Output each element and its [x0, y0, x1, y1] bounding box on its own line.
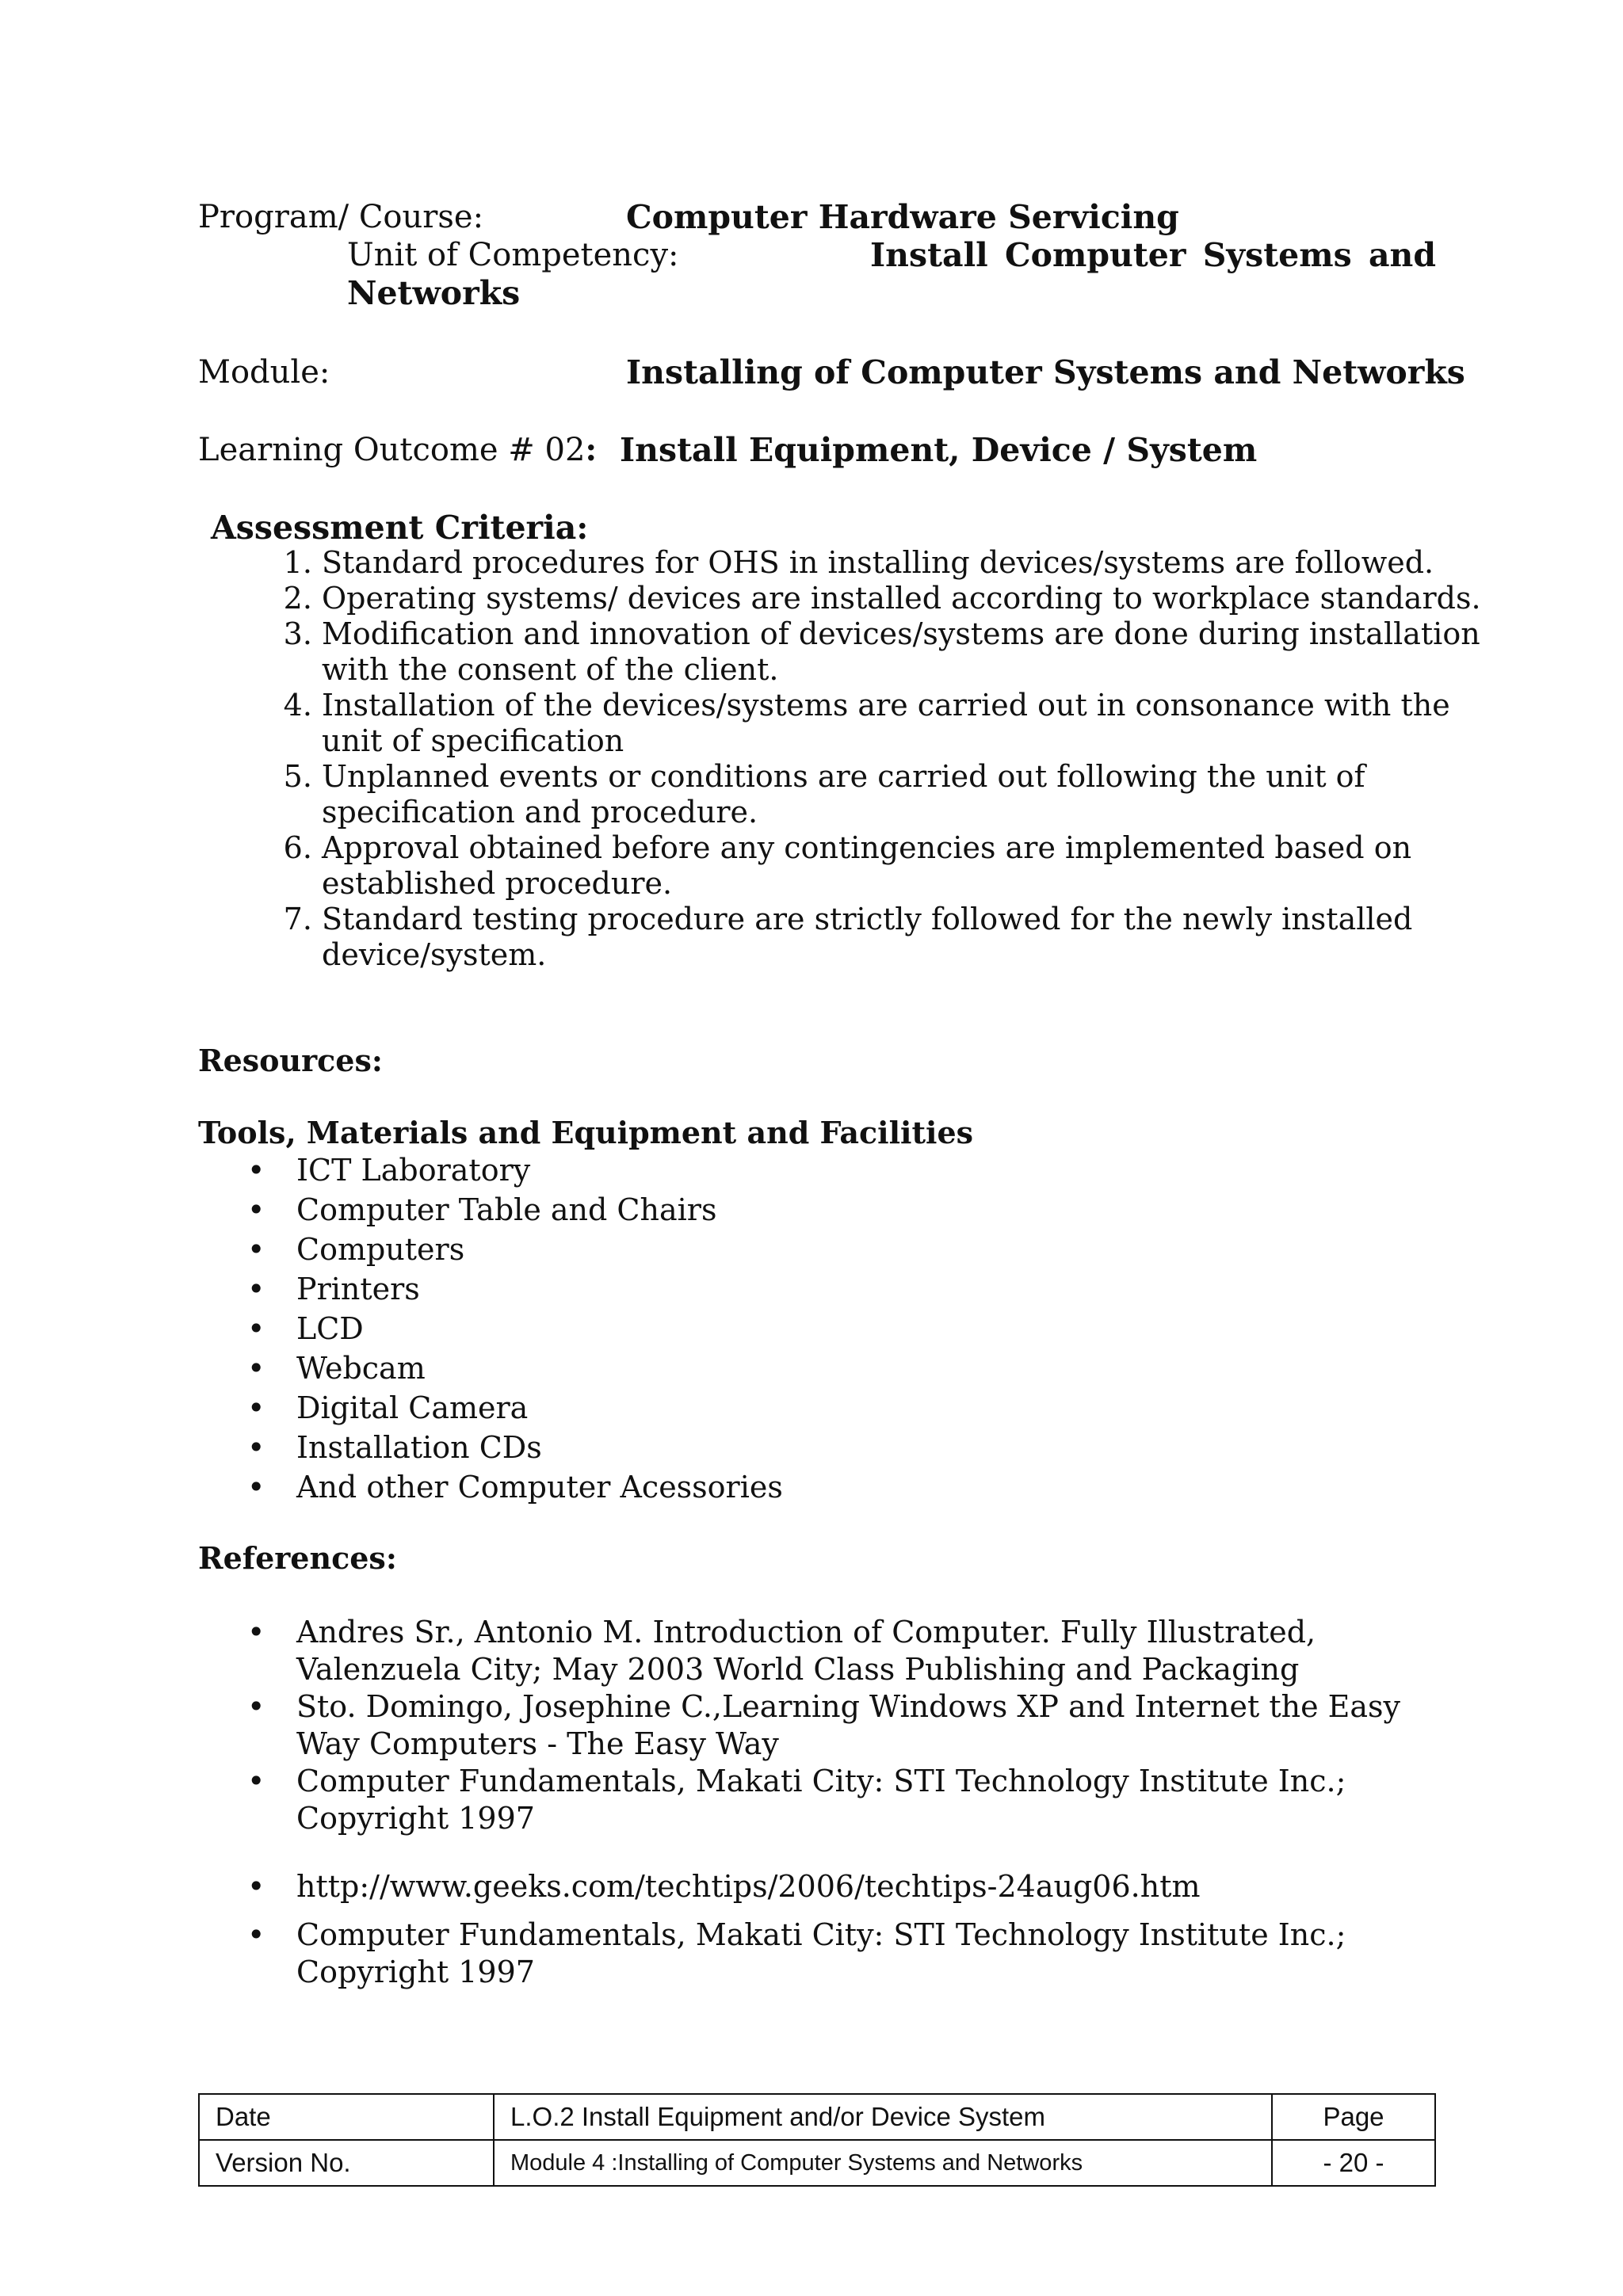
reference-item: • Computer Fundamentals, Makati City: STI Technology Institute Inc.; Copyright 1997 [198, 1763, 1450, 1837]
learning-outcome-colon: : [585, 431, 598, 468]
reference-item: • Computer Fundamentals, Makati City: STI Technology Institute Inc.; Copyright 1997 [198, 1917, 1450, 1991]
references-list-2 [198, 1868, 1450, 1991]
criteria-item: 2. Operating systems/ devices are installed according to workplace standards. [322, 581, 1510, 616]
resource-item: • Computers [198, 1230, 1466, 1269]
learning-outcome-value: Install Equipment, Device / System [620, 431, 1258, 469]
footer-date-label: Date [199, 2094, 494, 2140]
resource-item: • Digital Camera [198, 1388, 1466, 1428]
resources-title: Resources: [198, 1043, 383, 1078]
program-value: Computer Hardware Servicing [626, 198, 1179, 236]
resource-item: • And other Computer Acessories [198, 1467, 1466, 1507]
module-label: Module: [198, 354, 330, 391]
footer-table [198, 2093, 1436, 2187]
criteria-item: 5. Unplanned events or conditions are carried out following the unit of specification and procedure. [322, 759, 1510, 830]
footer-page-number: - 20 - [1272, 2140, 1435, 2186]
references-list-1 [198, 1614, 1450, 1837]
program-label: Program/ Course: [198, 199, 484, 235]
resource-item: • Computer Table and Chairs [198, 1190, 1466, 1230]
criteria-item: 7. Standard testing procedure are strictly followed for the newly installed device/system. [322, 902, 1510, 973]
assessment-criteria-title: Assessment Criteria: [211, 509, 589, 547]
reference-item: • Andres Sr., Antonio M. Introduction of Computer. Fully Illustrated, Valenzuela City; May 2003 World Class Publishing and Packaging [198, 1614, 1450, 1688]
resources-list [198, 1150, 1466, 1507]
unit-label: Unit of Competency: [347, 237, 679, 273]
learning-outcome-line [198, 431, 597, 469]
assessment-criteria-list [262, 545, 1510, 973]
resource-item: • ICT Laboratory [198, 1150, 1466, 1190]
footer-page-label: Page [1272, 2094, 1435, 2140]
resource-item: • Webcam [198, 1348, 1466, 1388]
reference-link-item: • http://www.geeks.com/techtips/2006/techtips-24aug06.htm [198, 1868, 1450, 1905]
footer-module-title: Module 4 :Installing of Computer Systems and Networks [494, 2140, 1272, 2186]
footer-row [199, 2140, 1435, 2186]
learning-outcome-label: Learning Outcome # 02 [198, 432, 586, 468]
module-value: Installing of Computer Systems and Networks [626, 353, 1465, 391]
unit-value-line2: Networks [347, 274, 521, 312]
reference-item: • Sto. Domingo, Josephine C.,Learning Windows XP and Internet the Easy Way Computers - The Easy Way [198, 1688, 1450, 1763]
resource-item: • Printers [198, 1269, 1466, 1309]
resource-item: • Installation CDs [198, 1428, 1466, 1467]
footer-row [199, 2094, 1435, 2140]
footer-lo-title: L.O.2 Install Equipment and/or Device System [494, 2094, 1272, 2140]
references-title: References: [198, 1540, 397, 1576]
criteria-item: 6. Approval obtained before any contingencies are implemented based on established procedure. [322, 830, 1510, 902]
unit-value-line1: Install Computer Systems and [870, 236, 1436, 274]
criteria-item: 4. Installation of the devices/systems are carried out in consonance with the unit of specification [322, 688, 1510, 759]
resource-item: • LCD [198, 1309, 1466, 1348]
criteria-item: 1. Standard procedures for OHS in installing devices/systems are followed. [322, 545, 1510, 581]
tools-title: Tools, Materials and Equipment and Facilities [198, 1115, 974, 1150]
footer-version-label: Version No. [199, 2140, 494, 2186]
criteria-item: 3. Modification and innovation of devices/systems are done during installation with the consent of the client. [322, 616, 1510, 688]
